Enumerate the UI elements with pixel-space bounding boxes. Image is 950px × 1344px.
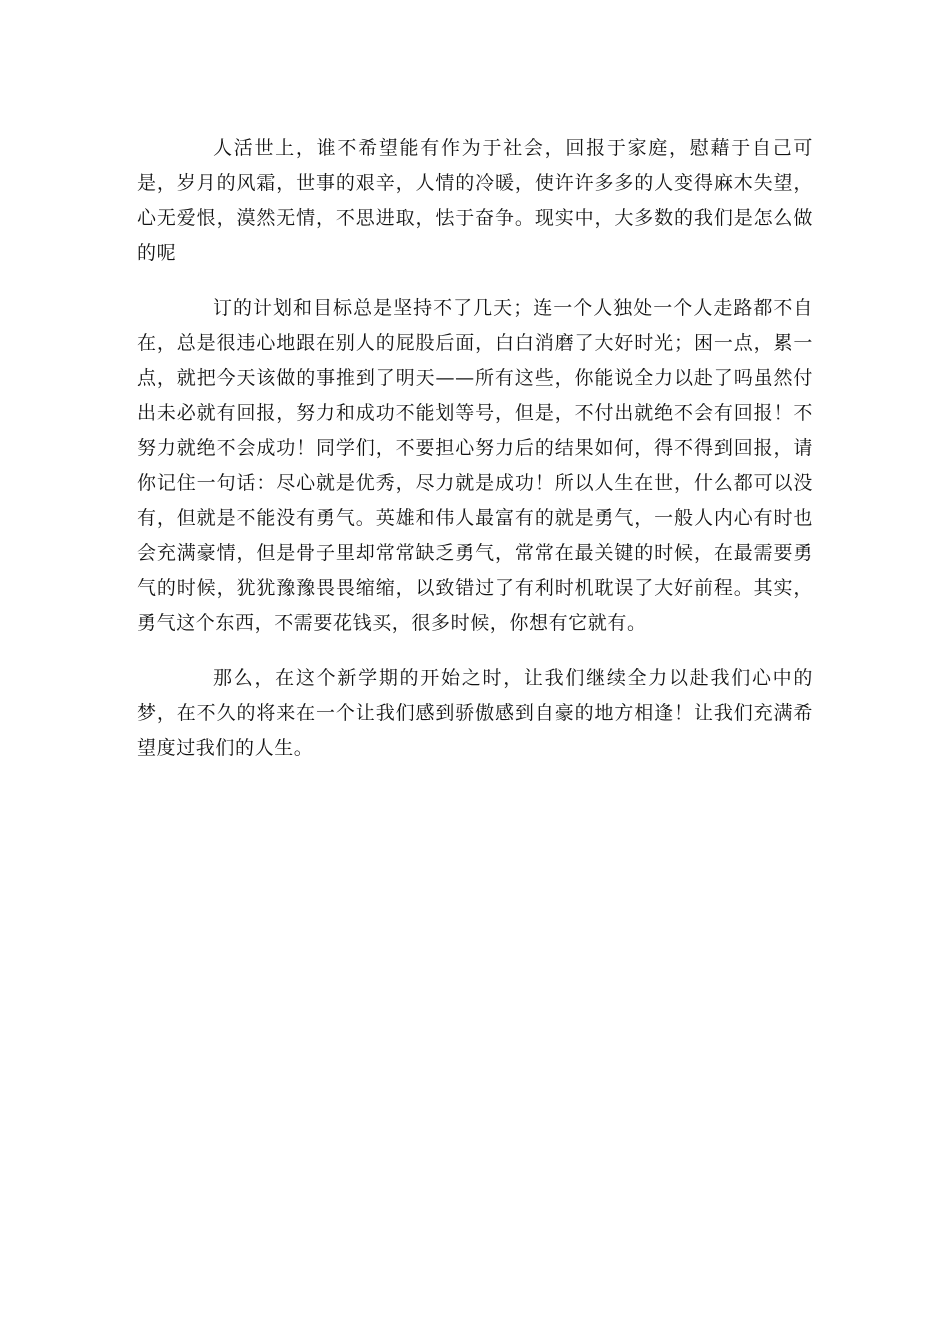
paragraph-2: 订的计划和目标总是坚持不了几天；连一个人独处一个人走路都不自在，总是很违心地跟在别人的屁股后面，白白消磨了大好时光；困一点，累一点，就把今天该做的事推到了明天——所有这些，你能说全力以赴了吗虽然付出未必就有回报，努力和成功不能划等号，但是，不付出就绝不会有回报！不努力就绝不会成功！同学们，不要担心努力后的结果如何，得不得到回报，请你记住一句话：尽心就是优秀，尽力就是成功！所以人生在世，什么都可以没有，但就是不能没有勇气。英雄和伟人最富有的就是勇气，一般人内心有时也会充满豪情，但是骨子里却常常缺乏勇气，常常在最关键的时候，在最需要勇气的时候，犹犹豫豫畏畏缩缩，以致错过了有利时机耽误了大好前程。其实，勇气这个东西，不需要花钱买，很多时候，你想有它就有。 — [137, 297, 813, 634]
paragraph-1: 人活世上，谁不希望能有作为于社会，回报于家庭，慰藉于自己可是，岁月的风霜，世事的艰辛，人情的冷暖，使许许多多的人变得麻木失望，心无爱恨，漠然无情，不思进取，怯于奋争。现实中，大多数的我们是怎么做的呢 — [137, 137, 813, 264]
paragraph-3: 那么，在这个新学期的开始之时，让我们继续全力以赴我们心中的梦，在不久的将来在一个让我们感到骄傲感到自豪的地方相逢！让我们充满希望度过我们的人生。 — [137, 667, 813, 759]
document-body — [137, 131, 813, 786]
